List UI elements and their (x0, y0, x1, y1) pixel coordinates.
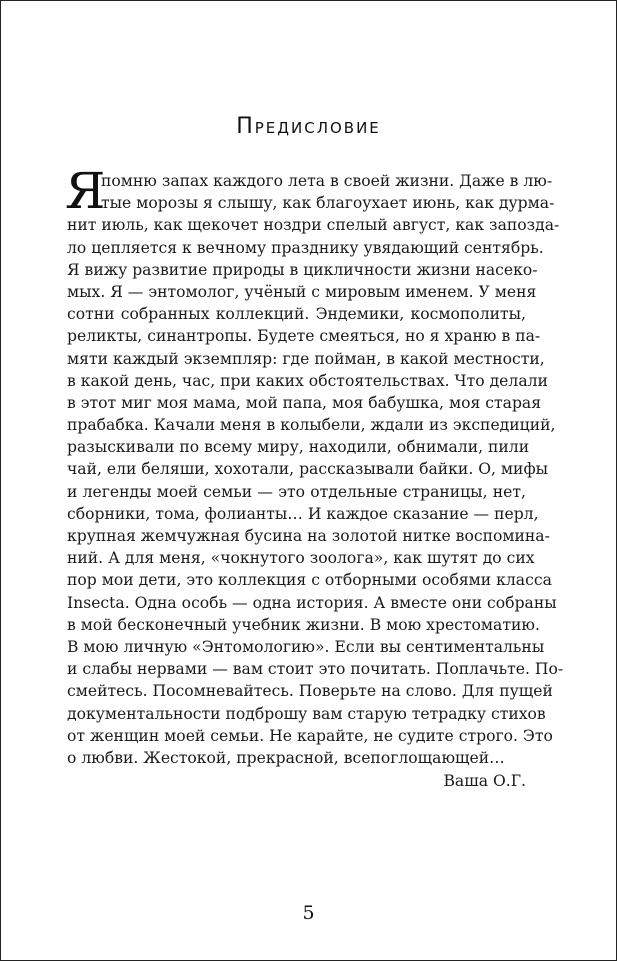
text-line: пор мои дети, это коллекция с отборными особями класса (67, 571, 552, 590)
text-line: сотни собранных коллекций. Эндемики, космополиты, (67, 305, 526, 324)
text-line: помню запах каждого лета в своей жизни. Даже в лю- (101, 172, 553, 190)
text-line: В мою личную «Энтомологию». Если вы сентиментальны (67, 637, 545, 656)
text-line: прабабка. Качали меня в колыбели, ждали из экспедиций, (67, 416, 556, 435)
text-line: в этот миг моя мама, мой папа, моя бабушка, моя старая (67, 393, 542, 412)
text-line: о любви. Жестокой, прекрасной, всепоглощающей… (67, 748, 505, 767)
text-line: нит июль, как щекочет ноздри спелый август, как запозда- (67, 216, 560, 235)
text-line: сборники, тома, фолианты… И каждое сказание — перл, (67, 504, 539, 523)
text-line: тые морозы я слышу, как благоухает июнь, как дурма- (101, 194, 555, 213)
text-line: в какой день, час, при каких обстоятельствах. Что делали (67, 371, 548, 390)
text-line: крупная жемчужная бусина на золотой нитке воспомина- (67, 527, 550, 545)
text-line: и легенды моей семьи — это отдельные страницы, нет, (67, 482, 526, 501)
text-line: документальности подброшу вам старую тетрадку стихов (67, 704, 546, 723)
text-line: в мой бесконечный учебник жизни. В мою хрестоматию. (67, 615, 540, 634)
text-line: чай, ели беляши, хохотали, рассказывали байки. О, мифы (67, 460, 549, 479)
text-line: Я вижу развитие природы в цикличности жизни насеко- (67, 260, 538, 279)
text-line: смейтесь. Посомневайтесь. Поверьте на слово. Для пущей (67, 682, 553, 701)
body-text (65, 162, 564, 769)
text-line: ний. А для меня, «чокнутого зоолога», как шутят до сих (67, 549, 535, 568)
chapter-title: Предисловие (236, 114, 381, 139)
text-line: Insecta. Одна особь — одна история. А вместе они собраны (67, 593, 557, 612)
text-line: реликты, синантропы. Будете смеяться, но я храню в па- (67, 327, 541, 346)
text-line: и слабы нервами — вам стоит это почитать. Поплачьте. По- (67, 660, 564, 679)
signature: Ваша О.Г. (443, 772, 526, 790)
text-line: мяти каждый экземпляр: где пойман, в какой местности, (67, 349, 545, 368)
text-line: разыскивали по всему миру, находили, обнимали, пили (67, 438, 530, 457)
text-line: от женщин моей семьи. Не карайте, не судите строго. Это (67, 726, 553, 745)
text-line: мых. Я — энтомолог, учёный с мировым именем. У меня (67, 282, 537, 301)
drop-cap: Я (65, 162, 106, 220)
text-line: ло цепляется к вечному празднику увядающий сентябрь. (67, 238, 544, 257)
page-number: 5 (302, 902, 315, 924)
